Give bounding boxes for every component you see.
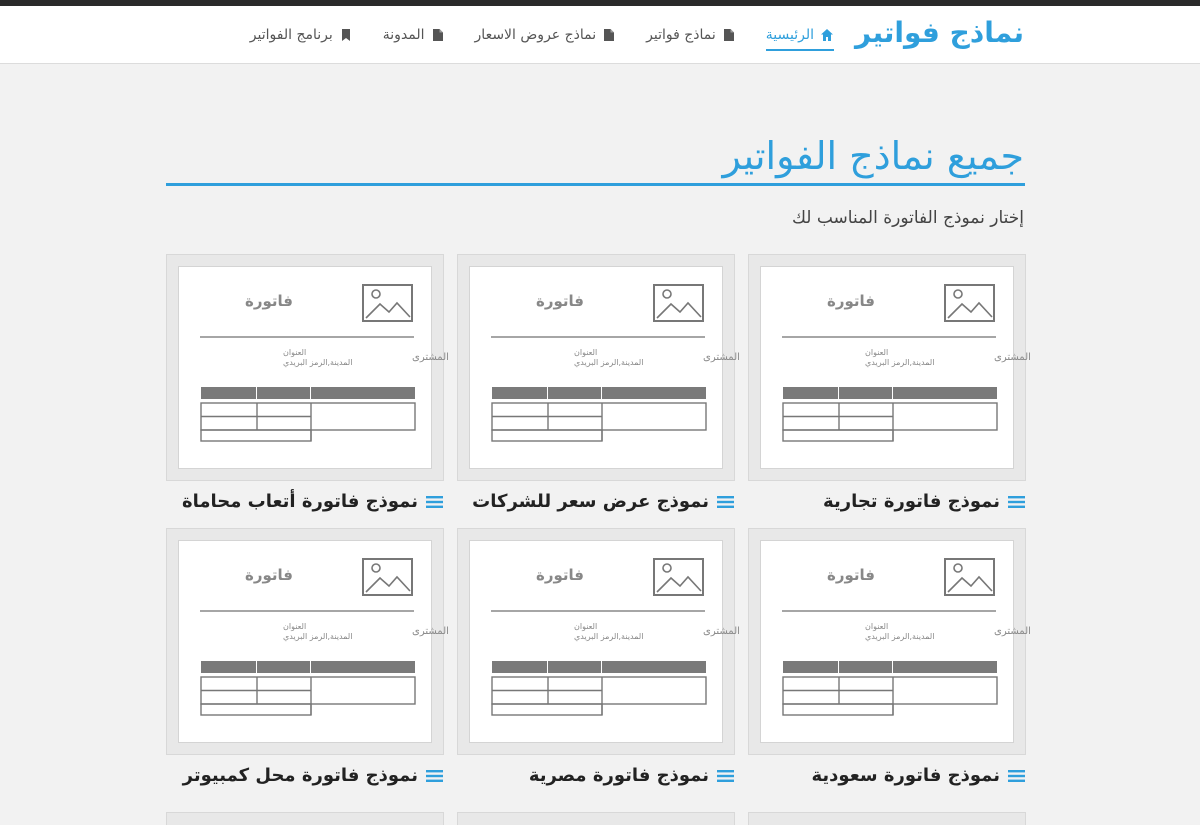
city-zip-label: المدينة,الرمز البريدي: [574, 632, 644, 641]
table-total-row: [201, 430, 311, 441]
navbar: [0, 6, 1200, 64]
invoice-heading-text: فاتورة: [827, 566, 875, 584]
invoice-thumbnail: [178, 266, 449, 469]
nav-item-invoice-software[interactable]: [250, 19, 353, 51]
invoice-card-company-quote[interactable]: [457, 254, 740, 481]
invoice-thumbnail: [760, 266, 1031, 469]
nav-label-home: الرئيسية: [765, 27, 814, 43]
image-placeholder-icon: [654, 559, 703, 595]
table-header-cell: [311, 387, 415, 399]
city-zip-label: المدينة,الرمز البريدي: [865, 358, 935, 367]
image-frame: [363, 559, 412, 595]
image-mountain: [948, 303, 992, 318]
buyer-label: المشترى: [412, 626, 449, 637]
table-header-cell: [602, 387, 706, 399]
invoice-card-commercial[interactable]: [748, 254, 1031, 481]
table-header-cell: [783, 661, 838, 673]
image-mountain: [657, 303, 701, 318]
invoice-card-lawyer-fees[interactable]: [166, 254, 449, 481]
table-header-cell: [839, 661, 892, 673]
list-icon: [426, 495, 443, 509]
main-nav: [250, 6, 834, 64]
table-total-row: [783, 704, 893, 715]
list-icon: [1008, 769, 1025, 783]
address-label: العنوان: [283, 348, 307, 357]
invoice-heading-text: فاتورة: [245, 292, 293, 310]
card-title-lawyer-fees[interactable]: [182, 491, 443, 512]
table-total-row: [492, 430, 602, 441]
buyer-label: المشترى: [412, 352, 449, 363]
image-mountain: [948, 577, 992, 592]
image-mountain: [657, 577, 701, 592]
image-mountain: [366, 303, 410, 318]
invoice-heading-text: فاتورة: [536, 566, 584, 584]
page-subtitle: إختار نموذج الفاتورة المناسب لك: [791, 208, 1024, 228]
nav-label-quotation-templates: نماذج عروض الاسعار: [474, 27, 597, 43]
card-title-egyptian[interactable]: [529, 765, 734, 786]
bookmark-icon: [339, 28, 353, 42]
image-placeholder-icon: [363, 559, 412, 595]
invoice-card-saudi[interactable]: [748, 528, 1031, 755]
invoice-thumbnail: [469, 266, 740, 469]
table-header-cell: [257, 661, 310, 673]
address-label: العنوان: [574, 348, 598, 357]
invoice-card-computer-shop[interactable]: [166, 528, 449, 755]
image-placeholder-icon: [363, 285, 412, 321]
site-brand[interactable]: نماذج فواتير: [855, 16, 1024, 49]
invoice-heading-text: فاتورة: [245, 566, 293, 584]
image-sun: [954, 290, 962, 298]
address-label: العنوان: [283, 622, 307, 631]
image-frame: [654, 285, 703, 321]
invoice-thumbnail: [469, 540, 740, 743]
city-zip-label: المدينة,الرمز البريدي: [283, 358, 353, 367]
table-header-cell: [492, 387, 547, 399]
image-sun: [372, 290, 380, 298]
table-header-cell: [783, 387, 838, 399]
nav-label-blog: المدونة: [382, 27, 425, 43]
table-header-cell: [311, 661, 415, 673]
nav-item-blog[interactable]: [383, 19, 445, 51]
invoice-card-partial[interactable]: [748, 812, 1026, 825]
invoice-heading-text: فاتورة: [536, 292, 584, 310]
city-zip-label: المدينة,الرمز البريدي: [283, 632, 353, 641]
nav-item-quotation-templates[interactable]: [475, 19, 617, 51]
title-underline: [166, 183, 1025, 186]
invoice-preview: [470, 267, 740, 468]
card-title-label: نموذج فاتورة تجارية: [823, 491, 1000, 512]
card-title-company-quote[interactable]: [472, 491, 734, 512]
buyer-label: المشترى: [994, 626, 1031, 637]
image-sun: [954, 564, 962, 572]
buyer-label: المشترى: [994, 352, 1031, 363]
buyer-label: المشترى: [703, 352, 740, 363]
image-sun: [372, 564, 380, 572]
document-icon: [602, 28, 616, 42]
invoice-card-partial[interactable]: [166, 812, 444, 825]
invoice-heading-text: فاتورة: [827, 292, 875, 310]
buyer-label: المشترى: [703, 626, 740, 637]
list-icon: [426, 769, 443, 783]
table-header-cell: [201, 387, 256, 399]
city-zip-label: المدينة,الرمز البريدي: [574, 358, 644, 367]
table-header-cell: [201, 661, 256, 673]
city-zip-label: المدينة,الرمز البريدي: [865, 632, 935, 641]
image-placeholder-icon: [654, 285, 703, 321]
page-title: جميع نماذج الفواتير: [722, 134, 1024, 178]
card-title-commercial[interactable]: [823, 491, 1025, 512]
image-placeholder-icon: [945, 559, 994, 595]
invoice-card-egyptian[interactable]: [457, 528, 740, 755]
invoice-preview: [761, 267, 1031, 468]
table-header-cell: [602, 661, 706, 673]
nav-item-invoice-templates[interactable]: [646, 19, 736, 51]
card-title-label: نموذج فاتورة أتعاب محاماة: [181, 491, 418, 512]
table-total-row: [201, 704, 311, 715]
image-sun: [663, 564, 671, 572]
address-label: العنوان: [865, 622, 889, 631]
image-placeholder-icon: [945, 285, 994, 321]
card-title-label: نموذج فاتورة مصرية: [528, 765, 709, 786]
card-title-label: نموذج عرض سعر للشركات: [472, 491, 709, 512]
card-title-saudi[interactable]: [812, 765, 1026, 786]
table-header-cell: [548, 661, 601, 673]
table-header-cell: [893, 661, 997, 673]
home-icon: [820, 28, 834, 42]
table-header-cell: [893, 387, 997, 399]
image-frame: [945, 285, 994, 321]
card-title-label: نموذج فاتورة سعودية: [811, 765, 1000, 786]
invoice-thumbnail: [760, 540, 1031, 743]
document-icon: [431, 28, 445, 42]
invoice-preview: [761, 541, 1031, 742]
card-title-computer-shop[interactable]: [183, 765, 443, 786]
image-frame: [945, 559, 994, 595]
image-frame: [654, 559, 703, 595]
table-total-row: [783, 430, 893, 441]
table-header-cell: [839, 387, 892, 399]
table-header-cell: [548, 387, 601, 399]
card-title-label: نموذج فاتورة محل كمبيوتر: [182, 765, 418, 786]
list-icon: [717, 495, 734, 509]
invoice-preview: [179, 267, 449, 468]
invoice-preview: [470, 541, 740, 742]
invoice-thumbnail: [178, 540, 449, 743]
image-frame: [363, 285, 412, 321]
table-header-cell: [492, 661, 547, 673]
address-label: العنوان: [865, 348, 889, 357]
table-header-cell: [257, 387, 310, 399]
list-icon: [717, 769, 734, 783]
nav-label-invoice-templates: نماذج فواتير: [646, 27, 716, 43]
nav-item-home[interactable]: [766, 19, 834, 51]
table-total-row: [492, 704, 602, 715]
invoice-card-partial[interactable]: [457, 812, 735, 825]
document-icon: [722, 28, 736, 42]
nav-label-invoice-software: برنامج الفواتير: [249, 27, 333, 43]
image-sun: [663, 290, 671, 298]
address-label: العنوان: [574, 622, 598, 631]
image-mountain: [366, 577, 410, 592]
invoice-preview: [179, 541, 449, 742]
list-icon: [1008, 495, 1025, 509]
